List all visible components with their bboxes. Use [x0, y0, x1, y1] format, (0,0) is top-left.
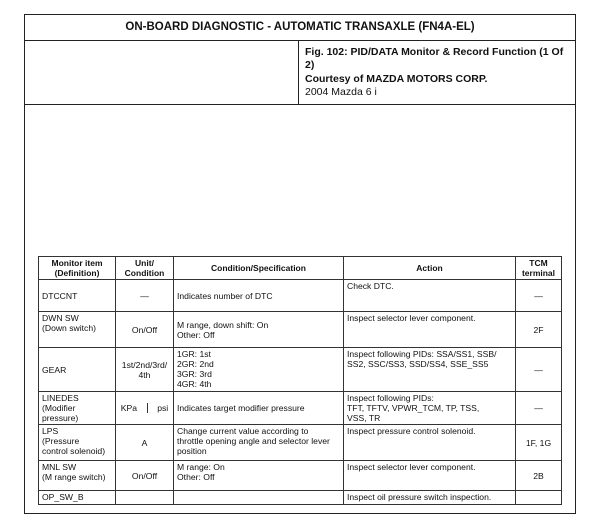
cell-condition: M range: On Other: Off	[174, 461, 344, 491]
vehicle-line: 2004 Mazda 6 i	[305, 85, 377, 98]
cell-condition	[174, 491, 344, 505]
cell-action: Inspect following PIDs: TFT, TFTV, VPWR_TCM, TP, TSS, VSS, TR	[344, 392, 516, 425]
table-row	[39, 312, 562, 348]
table-row	[39, 461, 562, 491]
table-header-row	[39, 257, 562, 280]
cell-action: Inspect pressure control solenoid.	[344, 425, 516, 461]
header-condition: Condition/Specification	[174, 257, 344, 280]
figure-caption: Fig. 102: PID/DATA Monitor & Record Function (1 Of 2)	[305, 46, 564, 71]
cell-tcm: —	[516, 280, 562, 312]
figure-info-cell	[299, 41, 576, 105]
table-row	[39, 348, 562, 392]
cell-condition: Change current value according to throttle opening angle and selector lever position	[174, 425, 344, 461]
cell-tcm: 1F, 1G	[516, 425, 562, 461]
unit-kpa: KPa	[120, 403, 138, 413]
header-action: Action	[344, 257, 516, 280]
table-row	[39, 280, 562, 312]
cell-action: Inspect selector lever component.	[344, 312, 516, 348]
cell-condition: 1GR: 1st 2GR: 2nd 3GR: 3rd 4GR: 4th	[174, 348, 344, 392]
cell-action: Inspect oil pressure switch inspection.	[344, 491, 516, 505]
cell-action: Inspect following PIDs: SSA/SS1, SSB/ SS2, SSC/SS3, SSD/SS4, SSE_SS5	[344, 348, 516, 392]
cell-unit: A	[116, 425, 174, 461]
header-left-cell	[24, 41, 299, 105]
cell-unit: On/Off	[116, 312, 174, 348]
cell-tcm	[516, 491, 562, 505]
cell-item: DTCCNT	[39, 280, 116, 312]
cell-item: DWN SW (Down switch)	[39, 312, 116, 348]
cell-tcm: —	[516, 348, 562, 392]
cell-unit: On/Off	[116, 461, 174, 491]
table-row	[39, 491, 562, 505]
cell-unit: —	[116, 280, 174, 312]
cell-condition: M range, down shift: On Other: Off	[174, 312, 344, 348]
cell-item: OP_SW_B	[39, 491, 116, 505]
cell-condition: Indicates number of DTC	[174, 280, 344, 312]
cell-action: Inspect selector lever component.	[344, 461, 516, 491]
cell-action: Check DTC.	[344, 280, 516, 312]
header-unit: Unit/ Condition	[116, 257, 174, 280]
table-row	[39, 392, 562, 425]
document-title: ON-BOARD DIAGNOSTIC - AUTOMATIC TRANSAXLE (FN4A-EL)	[24, 14, 576, 41]
cell-item: MNL SW (M range switch)	[39, 461, 116, 491]
cell-tcm: 2B	[516, 461, 562, 491]
cell-tcm: —	[516, 392, 562, 425]
header-monitor-item: Monitor item (Definition)	[39, 257, 116, 280]
unit-psi: psi	[157, 403, 169, 413]
cell-condition: Indicates target modifier pressure	[174, 392, 344, 425]
cell-unit	[116, 392, 174, 425]
cell-item: GEAR	[39, 348, 116, 392]
monitor-table	[38, 256, 562, 505]
cell-item: LPS (Pressure control solenoid)	[39, 425, 116, 461]
courtesy-line: Courtesy of MAZDA MOTORS CORP.	[305, 73, 488, 85]
header-tcm: TCM terminal	[516, 257, 562, 280]
cell-item: LINEDES (Modifier pressure)	[39, 392, 116, 425]
cell-unit: 1st/2nd/3rd/ 4th	[116, 348, 174, 392]
table-row	[39, 425, 562, 461]
cell-unit	[116, 491, 174, 505]
cell-tcm: 2F	[516, 312, 562, 348]
